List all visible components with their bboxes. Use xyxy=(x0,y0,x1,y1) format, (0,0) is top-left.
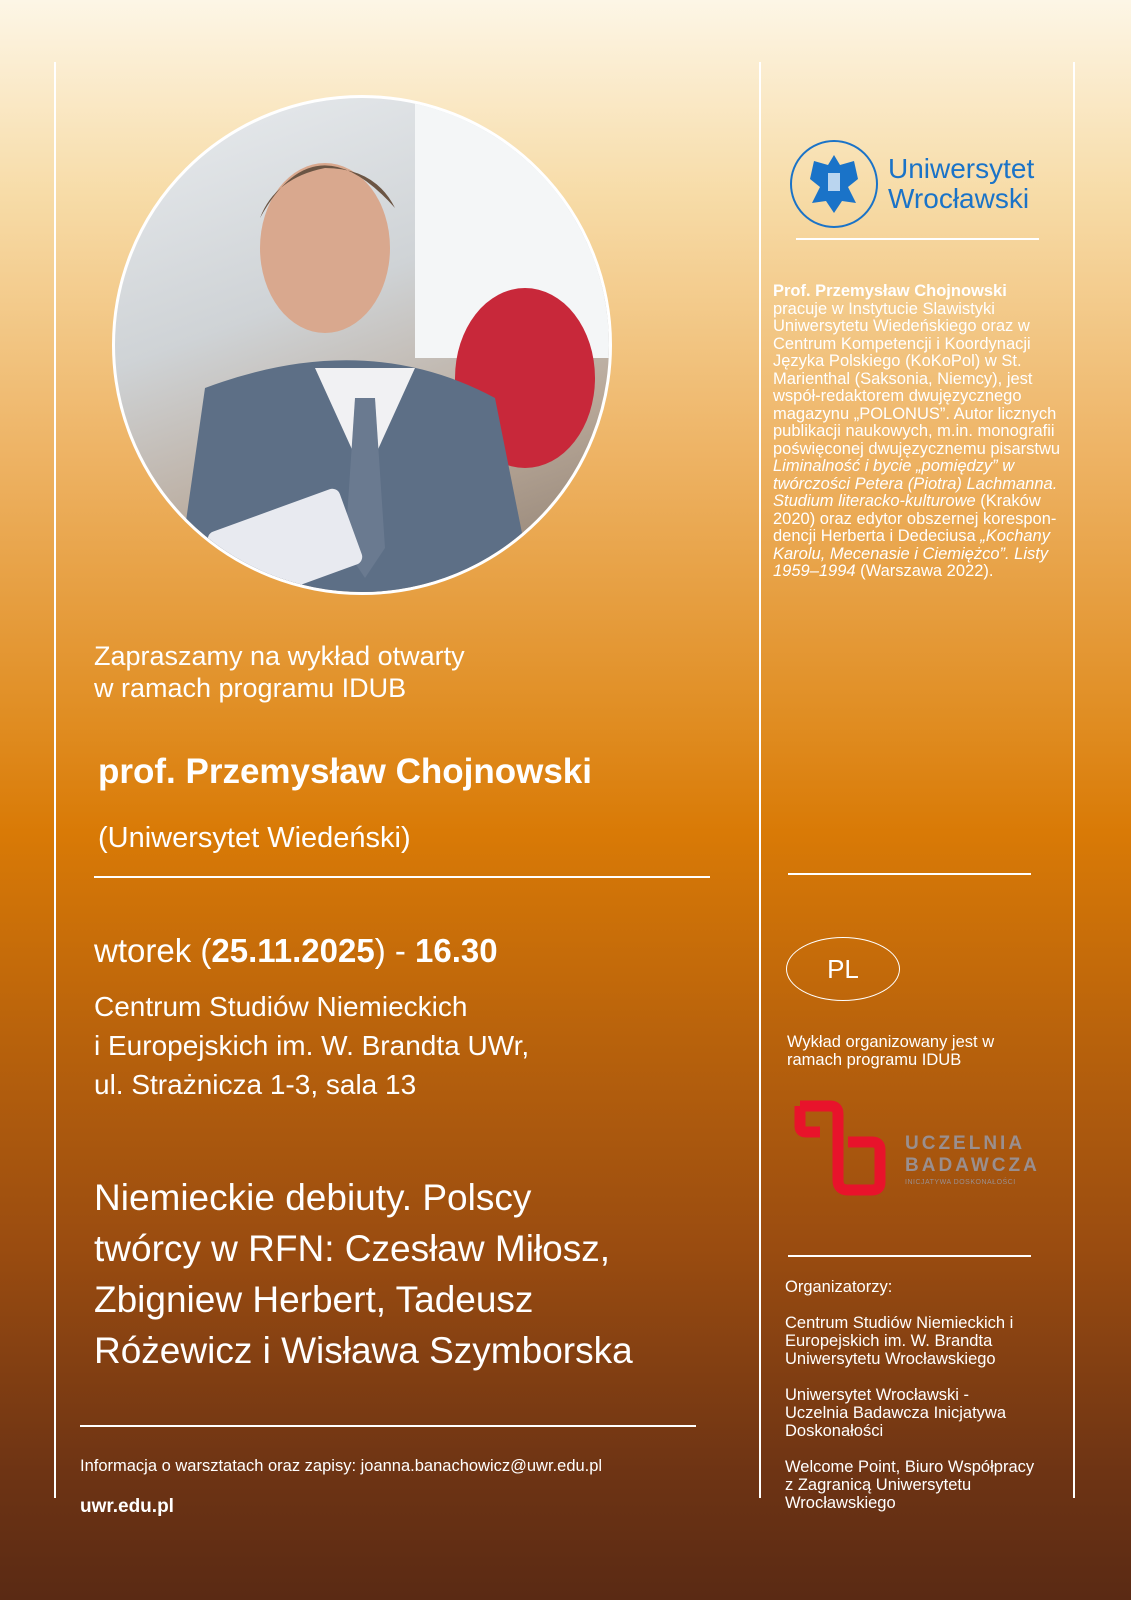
logo-text: Uniwersytet xyxy=(888,153,1035,184)
organizer-item: Welcome Point, Biuro Współpracy z Zagranicą Uniwersytetu Wrocławskiego xyxy=(785,1458,1035,1512)
event-day: wtorek ( xyxy=(94,932,212,969)
divider xyxy=(796,238,1039,240)
event-time: 16.30 xyxy=(415,932,498,969)
organizers xyxy=(785,1278,1065,1512)
speaker-affiliation: (Uniwersytet Wiedeński) xyxy=(98,822,411,854)
logo-text: Wrocławski xyxy=(888,183,1030,214)
venue-line: ul. Strażnicza 1-3, sala 13 xyxy=(94,1069,417,1100)
footer-info: Informacja o warsztatach oraz zapisy: joanna.banachowicz@uwr.edu.pl xyxy=(80,1457,603,1475)
bio-text: (Warszawa 2022). xyxy=(855,562,994,580)
organizer-item: Uniwersytet Wrocławski - Uczelnia Badawcza Inicjatywa Doskonałości xyxy=(785,1386,1007,1440)
idub-text: Wykład organizowany jest w ramach programu IDUB xyxy=(787,1033,995,1069)
event-sep: ) - xyxy=(374,932,416,969)
invite-line: w ramach programu IDUB xyxy=(94,673,407,703)
venue-line: i Europejskich im. W. Brandta UWr, xyxy=(94,1030,530,1061)
divider xyxy=(788,1255,1031,1257)
footer-site[interactable]: uwr.edu.pl xyxy=(80,1496,174,1517)
event-venue xyxy=(94,987,529,1104)
event-date: 25.11.2025 xyxy=(211,932,375,969)
title-line: twórcy w RFN: Czesław Miłosz, xyxy=(94,1228,610,1269)
speaker-name: prof. Przemysław Chojnowski xyxy=(98,752,592,791)
bio-book-title: „Kochany Karolu, Mecenasie i Ciemiężco”. Listy 1959–1994 xyxy=(773,527,1050,580)
idub-logo-text: UCZELNIA xyxy=(905,1133,1026,1154)
invite-text xyxy=(94,640,465,704)
organizer-item: Centrum Studiów Niemieckich i Europejskich im. W. Brandta Uniwersytetu Wrocławskiego xyxy=(785,1314,1014,1368)
speaker-photo xyxy=(112,95,612,595)
university-logo xyxy=(790,140,1034,228)
divider xyxy=(94,876,710,878)
bio-name: Prof. Przemysław Chojnowski xyxy=(773,282,1007,300)
invite-line: Zapraszamy na wykład otwarty xyxy=(94,641,465,671)
speaker-bio xyxy=(773,283,1063,581)
title-line: Zbigniew Herbert, Tadeusz xyxy=(94,1279,534,1320)
language-badge: PL xyxy=(786,937,900,1001)
event-datetime xyxy=(94,932,498,970)
eagle-emblem-icon xyxy=(790,140,878,228)
divider xyxy=(80,1425,696,1427)
idub-logo xyxy=(790,1100,1040,1210)
organizers-label: Organizatorzy: xyxy=(785,1278,893,1296)
bio-book-title: Liminalność i bycie „pomiędzy” w twórczości Petera (Piotra) Lachmanna. Studium literacko-kulturowe xyxy=(773,457,1058,510)
bio-text: (Kraków 2020) oraz edytor obszernej korespon-dencji Herberta i Dedeciusa xyxy=(773,492,1057,545)
idub-symbol-icon xyxy=(790,1100,900,1200)
title-line: Niemieckie debiuty. Polscy xyxy=(94,1177,532,1218)
divider xyxy=(788,873,1031,875)
column-divider-line xyxy=(759,62,761,1498)
right-border-line xyxy=(1073,62,1075,1498)
lecture-title xyxy=(94,1172,633,1376)
title-line: Różewicz i Wisława Szymborska xyxy=(94,1330,633,1371)
idub-logo-subtext: INICJATYWA DOSKONAŁOŚCI xyxy=(905,1179,1016,1186)
venue-line: Centrum Studiów Niemieckich xyxy=(94,991,468,1022)
left-border-line xyxy=(54,62,56,1498)
idub-logo-text: BADAWCZA xyxy=(905,1155,1040,1176)
bio-text: pracuje w Instytucie Slawistyki Uniwersytetu Wiedeńskiego oraz w Centrum Kompetencji i Koordynacji Języka Polskiego (KoKoPol) w St. Marienthal (Saksonia, Niemcy), jest współ-redaktorem dwujęzycznego magazynu „POLONUS”. Autor licznych publikacji naukowych, m.in. monografii poświęconej dwujęzycznemu pisarstwu xyxy=(773,299,1061,458)
